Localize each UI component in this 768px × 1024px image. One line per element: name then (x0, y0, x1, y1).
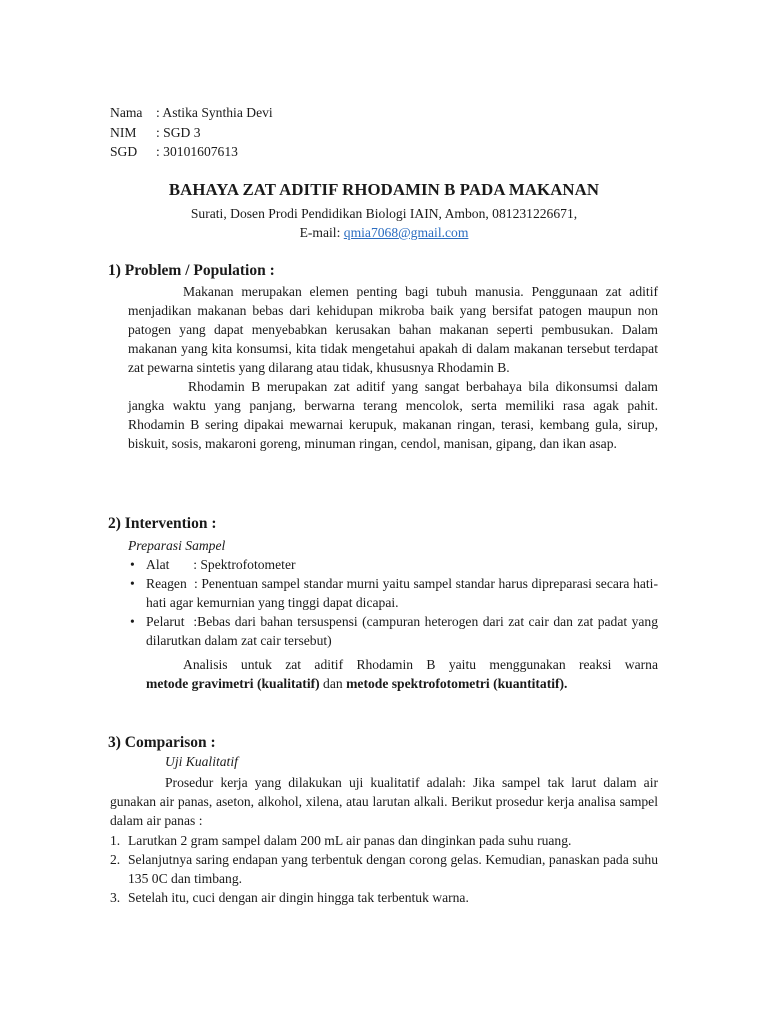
method-spektrofotometri: metode spektrofotometri (kuantitatif). (346, 676, 568, 691)
email-line (0, 223, 768, 242)
info-row-nim (110, 123, 273, 143)
section-heading-problem: 1) Problem / Population : (108, 262, 275, 279)
paragraph: Makanan merupakan elemen penting bagi tubuh manusia. Penggunaan zat aditif menjadikan makanan bebas dari kehidupan mikroba baik yang bersifat patogen maupun non patogen yang dapat menyebabkan kerusakan bahan makanan seperti pembusukan. Dalam makanan yang kita konsumsi, kita tidak mengetahui apakah di dalam makanan tersebut terdapat zat pewarna sintetis yang dilarang atau tidak, khususnya Rhodamin B. (128, 284, 658, 375)
analysis-text: Analisis untuk zat aditif Rhodamin B yaitu menggunakan reaksi warna (183, 657, 658, 672)
connector-text: dan (319, 676, 347, 691)
step-text: Selanjutnya saring endapan yang terbentuk dengan corong gelas. Kemudian, panaskan pada suhu 135 0C dan timbang. (128, 852, 658, 886)
list-item-text: Pelarut :Bebas dari bahan tersuspensi (campuran heterogen dari zat cair dan zat padat yang dilarutkan dalam zat cair tersebut) (146, 614, 658, 648)
info-label: NIM (110, 124, 137, 140)
bullet-icon: • (130, 557, 135, 572)
paragraph: Prosedur kerja yang dilakukan uji kualitatif adalah: Jika sampel tak larut dalam air gunakan air panas, aseton, alkohol, xilena, atau larutan alkali. Berikut prosedur kerja analisa sampel dalam air panas : (110, 775, 658, 828)
bullet-icon: • (130, 614, 135, 629)
step-number: 1. (110, 833, 121, 848)
info-label: SGD (110, 144, 138, 159)
subheading-preparasi: Preparasi Sampel (128, 538, 226, 553)
section-heading-intervention: 2) Intervention : (108, 515, 217, 532)
list-item-text: Alat : Spektrofotometer (146, 557, 296, 572)
bullet-icon: • (130, 576, 135, 591)
document-title: BAHAYA ZAT ADITIF RHODAMIN B PADA MAKANAN (168, 180, 600, 199)
student-info (110, 103, 273, 162)
author-affiliation: Surati, Dosen Prodi Pendidikan Biologi IAIN, Ambon, 081231226671, (190, 206, 578, 221)
info-value: : SGD 3 (156, 124, 201, 140)
info-row-sgd (110, 142, 273, 162)
paragraph: Rhodamin B merupakan zat aditif yang sangat berbahaya bila dikonsumsi dalam jangka waktu yang panjang, berwarna terang mencolok, serta memiliki rasa agak pahit. Rhodamin B sering dipakai mewarnai kerupuk, makanan ringan, terasi, kembang gula, sirup, biskuit, sosis, makaroni goreng, minuman ringan, cendol, manisan, gipang, dan ikan asap. (128, 379, 658, 451)
step-number: 2. (110, 852, 121, 867)
list-item (128, 612, 658, 650)
list-item (128, 555, 658, 574)
method-gravimetri: metode gravimetri (kualitatif) (146, 676, 320, 691)
subheading-uji-kualitatif: Uji Kualitatif (165, 754, 238, 769)
info-value: : Astika Synthia Devi (156, 105, 273, 120)
step-text: Setelah itu, cuci dengan air dingin hingga tak terbentuk warna. (128, 890, 469, 905)
email-link[interactable]: qmia7068@gmail.com (343, 225, 469, 240)
list-item (128, 574, 658, 612)
step-text: Larutkan 2 gram sampel dalam 200 mL air panas dan dinginkan pada suhu ruang. (128, 833, 572, 848)
info-value: : 30101607613 (156, 144, 238, 159)
methods-line (128, 674, 658, 693)
problem-text (128, 282, 658, 453)
list-item-text: Reagen : Penentuan sampel standar murni yaitu sampel standar harus dipreparasi secara hati-hati agar kemurnian yang tinggi dapat dicapai. (146, 576, 658, 610)
list-item (110, 831, 658, 850)
list-item (110, 850, 658, 888)
procedure-steps (110, 831, 658, 907)
step-number: 3. (110, 890, 121, 905)
info-label: Nama (110, 105, 143, 120)
info-row-nama (110, 103, 273, 123)
section-heading-comparison: 3) Comparison : (108, 734, 216, 751)
bullet-list (128, 555, 658, 650)
list-item (110, 888, 658, 907)
analysis-paragraph (128, 655, 658, 693)
email-label: E-mail: (299, 225, 341, 240)
comparison-intro (110, 773, 658, 830)
